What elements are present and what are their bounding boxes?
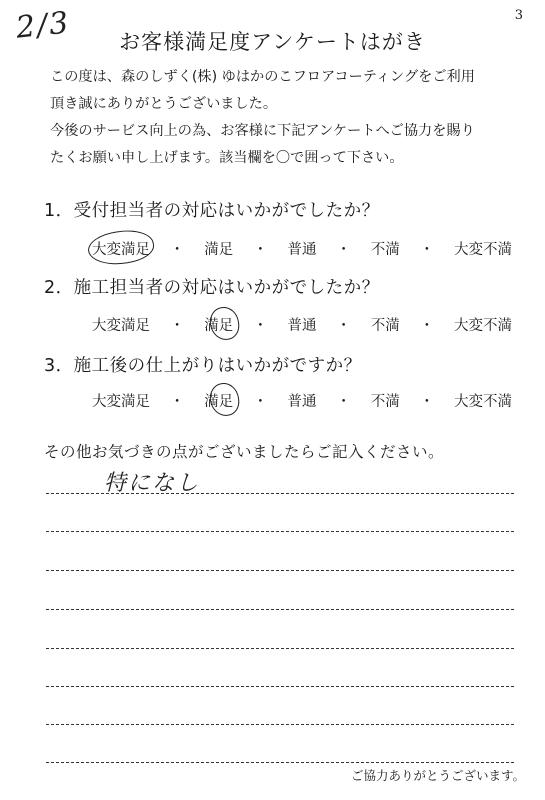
separator-dot: ・: [419, 318, 435, 334]
writing-line: [46, 724, 514, 725]
option-neutral[interactable]: 普通: [287, 394, 317, 410]
option-dissatisfied[interactable]: 不満: [370, 318, 400, 334]
option-neutral[interactable]: 普通: [287, 318, 317, 334]
option-very-satisfied[interactable]: 大変満足: [92, 238, 150, 259]
handwritten-date: 2/3: [14, 5, 72, 46]
separator-dot: ・: [253, 394, 268, 410]
intro-line: 今後のサービス向上の為、お客様に下記アンケートへご協力を賜り: [50, 123, 475, 139]
question-1-options: [92, 238, 512, 259]
question-3: 3．施工後の仕上がりはいかがですか？: [44, 356, 362, 376]
intro-paragraph-1: [50, 64, 475, 118]
writing-line: [46, 762, 514, 763]
separator-dot: ・: [336, 242, 351, 258]
survey-title: お客様満足度アンケートはがき: [119, 30, 426, 54]
separator-dot: ・: [253, 242, 268, 258]
option-dissatisfied[interactable]: 不満: [370, 242, 400, 258]
writing-line: [46, 609, 514, 610]
intro-line: 頂き誠にありがとうございました。: [50, 96, 278, 112]
separator-dot: ・: [169, 394, 185, 410]
question-1: 1．受付担当者の対応はいかがでしたか？: [44, 201, 380, 221]
intro-line: たくお願い申し上げます。該当欄を〇で囲って下さい。: [50, 150, 404, 166]
other-comments-answer: 特になし: [104, 471, 201, 496]
option-very-dissatisfied[interactable]: 大変不満: [454, 318, 512, 334]
writing-line: [46, 686, 514, 687]
separator-dot: ・: [419, 394, 435, 410]
page-number: 3: [514, 8, 523, 23]
intro-line: この度は、森のしずく(株) ゆはかのこフロアコーティングをご利用: [50, 69, 475, 85]
separator-dot: ・: [169, 318, 185, 334]
option-satisfied[interactable]: 満足: [204, 314, 233, 335]
option-very-dissatisfied[interactable]: 大変不満: [454, 394, 512, 410]
writing-line: [46, 493, 514, 494]
option-satisfied[interactable]: 満足: [204, 242, 234, 258]
writing-line: [46, 570, 514, 571]
separator-dot: ・: [336, 318, 351, 334]
closing-thanks: ご協力ありがとうございます。: [350, 768, 525, 783]
writing-line: [46, 648, 514, 649]
separator-dot: ・: [419, 242, 435, 258]
other-comments-prompt: その他お気づきの点がございましたらご記入ください。: [44, 443, 445, 461]
option-very-satisfied[interactable]: 大変満足: [92, 318, 150, 334]
intro-paragraph-2: [50, 118, 475, 172]
separator-dot: ・: [336, 394, 351, 410]
option-neutral[interactable]: 普通: [287, 242, 317, 258]
question-3-options: [92, 390, 512, 411]
option-very-satisfied[interactable]: 大変満足: [92, 394, 150, 410]
writing-line: [46, 531, 514, 532]
separator-dot: ・: [253, 318, 268, 334]
option-dissatisfied[interactable]: 不満: [370, 394, 400, 410]
question-2-options: [92, 314, 512, 335]
option-satisfied[interactable]: 満足: [204, 390, 233, 411]
separator-dot: ・: [169, 242, 185, 258]
option-very-dissatisfied[interactable]: 大変不満: [454, 242, 512, 258]
question-2: 2．施工担当者の対応はいかがでしたか？: [44, 278, 380, 298]
